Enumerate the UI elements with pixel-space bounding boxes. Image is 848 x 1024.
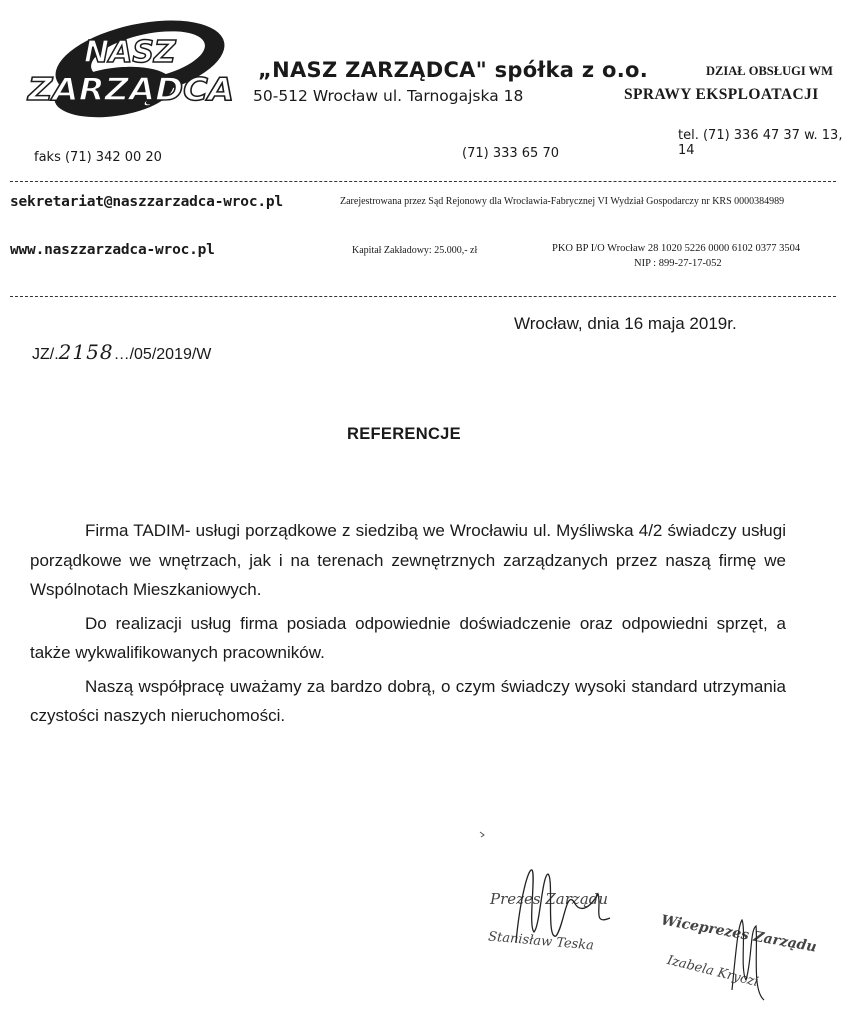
- department-label: DZIAŁ OBSŁUGI WM: [706, 64, 833, 78]
- divider-top: [10, 181, 836, 182]
- reference-handwritten-number: 2158: [58, 340, 114, 364]
- share-capital: Kapitał Zakładowy: 25.000,- zł: [352, 245, 478, 256]
- pen-mark: [480, 832, 484, 837]
- website-address: www.naszzarzadca-wroc.pl: [10, 242, 215, 258]
- letter-body: [30, 516, 786, 735]
- company-logo: [22, 12, 238, 130]
- stamp-president-name: Stanisław Teska: [487, 929, 595, 954]
- reference-prefix: JZ/.: [32, 346, 59, 363]
- stamp-vicepresident-title: Wiceprezes Zarządu: [659, 912, 818, 956]
- stamp-president-title: Prezes Zarządu: [490, 890, 609, 908]
- letter-heading: REFERENCJE: [347, 425, 461, 443]
- handwritten-signatures: [470, 830, 830, 1024]
- place-and-date: Wrocław, dnia 16 maja 2019r.: [514, 314, 737, 333]
- department-title: SPRAWY EKSPLOATACJI: [624, 86, 819, 103]
- phone-secondary: (71) 333 65 70: [462, 146, 559, 161]
- fax-number: faks (71) 342 00 20: [34, 150, 162, 165]
- reference-number: [32, 340, 211, 364]
- paragraph: Do realizacji usług firma posiada odpowiednie doświadczenie oraz odpowiedni sprzęt, a także wykwalifikowanych pracowników.: [30, 613, 786, 662]
- email-address: sekretariat@naszzarzadca-wroc.pl: [10, 194, 283, 210]
- logo-text-line2: ZARZĄDCA: [26, 72, 235, 108]
- logo-text-line1: NASZ: [84, 35, 176, 70]
- bank-account: PKO BP I/O Wrocław 28 1020 5226 0000 6102 0377 3504: [552, 243, 801, 254]
- paragraph: Firma TADIM- usługi porządkowe z siedzibą we Wrocławiu ul. Myśliwska 4/2 świadczy usługi porządkowe we wnętrzach, jak i na terenach zewnętrznych zarządzanych przez naszą firmę we Wspólnotach Mieszkaniowych.: [30, 521, 786, 599]
- signature-vicepresident: [732, 920, 764, 1000]
- reference-suffix: …/05/2019/W: [113, 346, 212, 363]
- stamp-vicepresident-name: Izabela Kryczi: [665, 952, 760, 991]
- phone-main: tel. (71) 336 47 37 w. 13, 14: [678, 128, 843, 158]
- registry-info: Zarejestrowana przez Sąd Rejonowy dla Wrocławia-Fabrycznej VI Wydział Gospodarczy nr KRS 0000384989: [340, 196, 785, 207]
- company-name: „NASZ ZARZĄDCA" spółka z o.o.: [258, 58, 649, 82]
- tax-id: NIP : 899-27-17-052: [634, 258, 722, 269]
- paragraph: Naszą współpracę uważamy za bardzo dobrą, o czym świadczy wysoki standard utrzymania czystości naszych nieruchomości.: [30, 676, 786, 725]
- company-address: 50-512 Wrocław ul. Tarnogajska 18: [253, 87, 524, 105]
- signature-president: [516, 870, 610, 942]
- divider-bottom: [10, 296, 836, 297]
- signature-area: [470, 830, 830, 1024]
